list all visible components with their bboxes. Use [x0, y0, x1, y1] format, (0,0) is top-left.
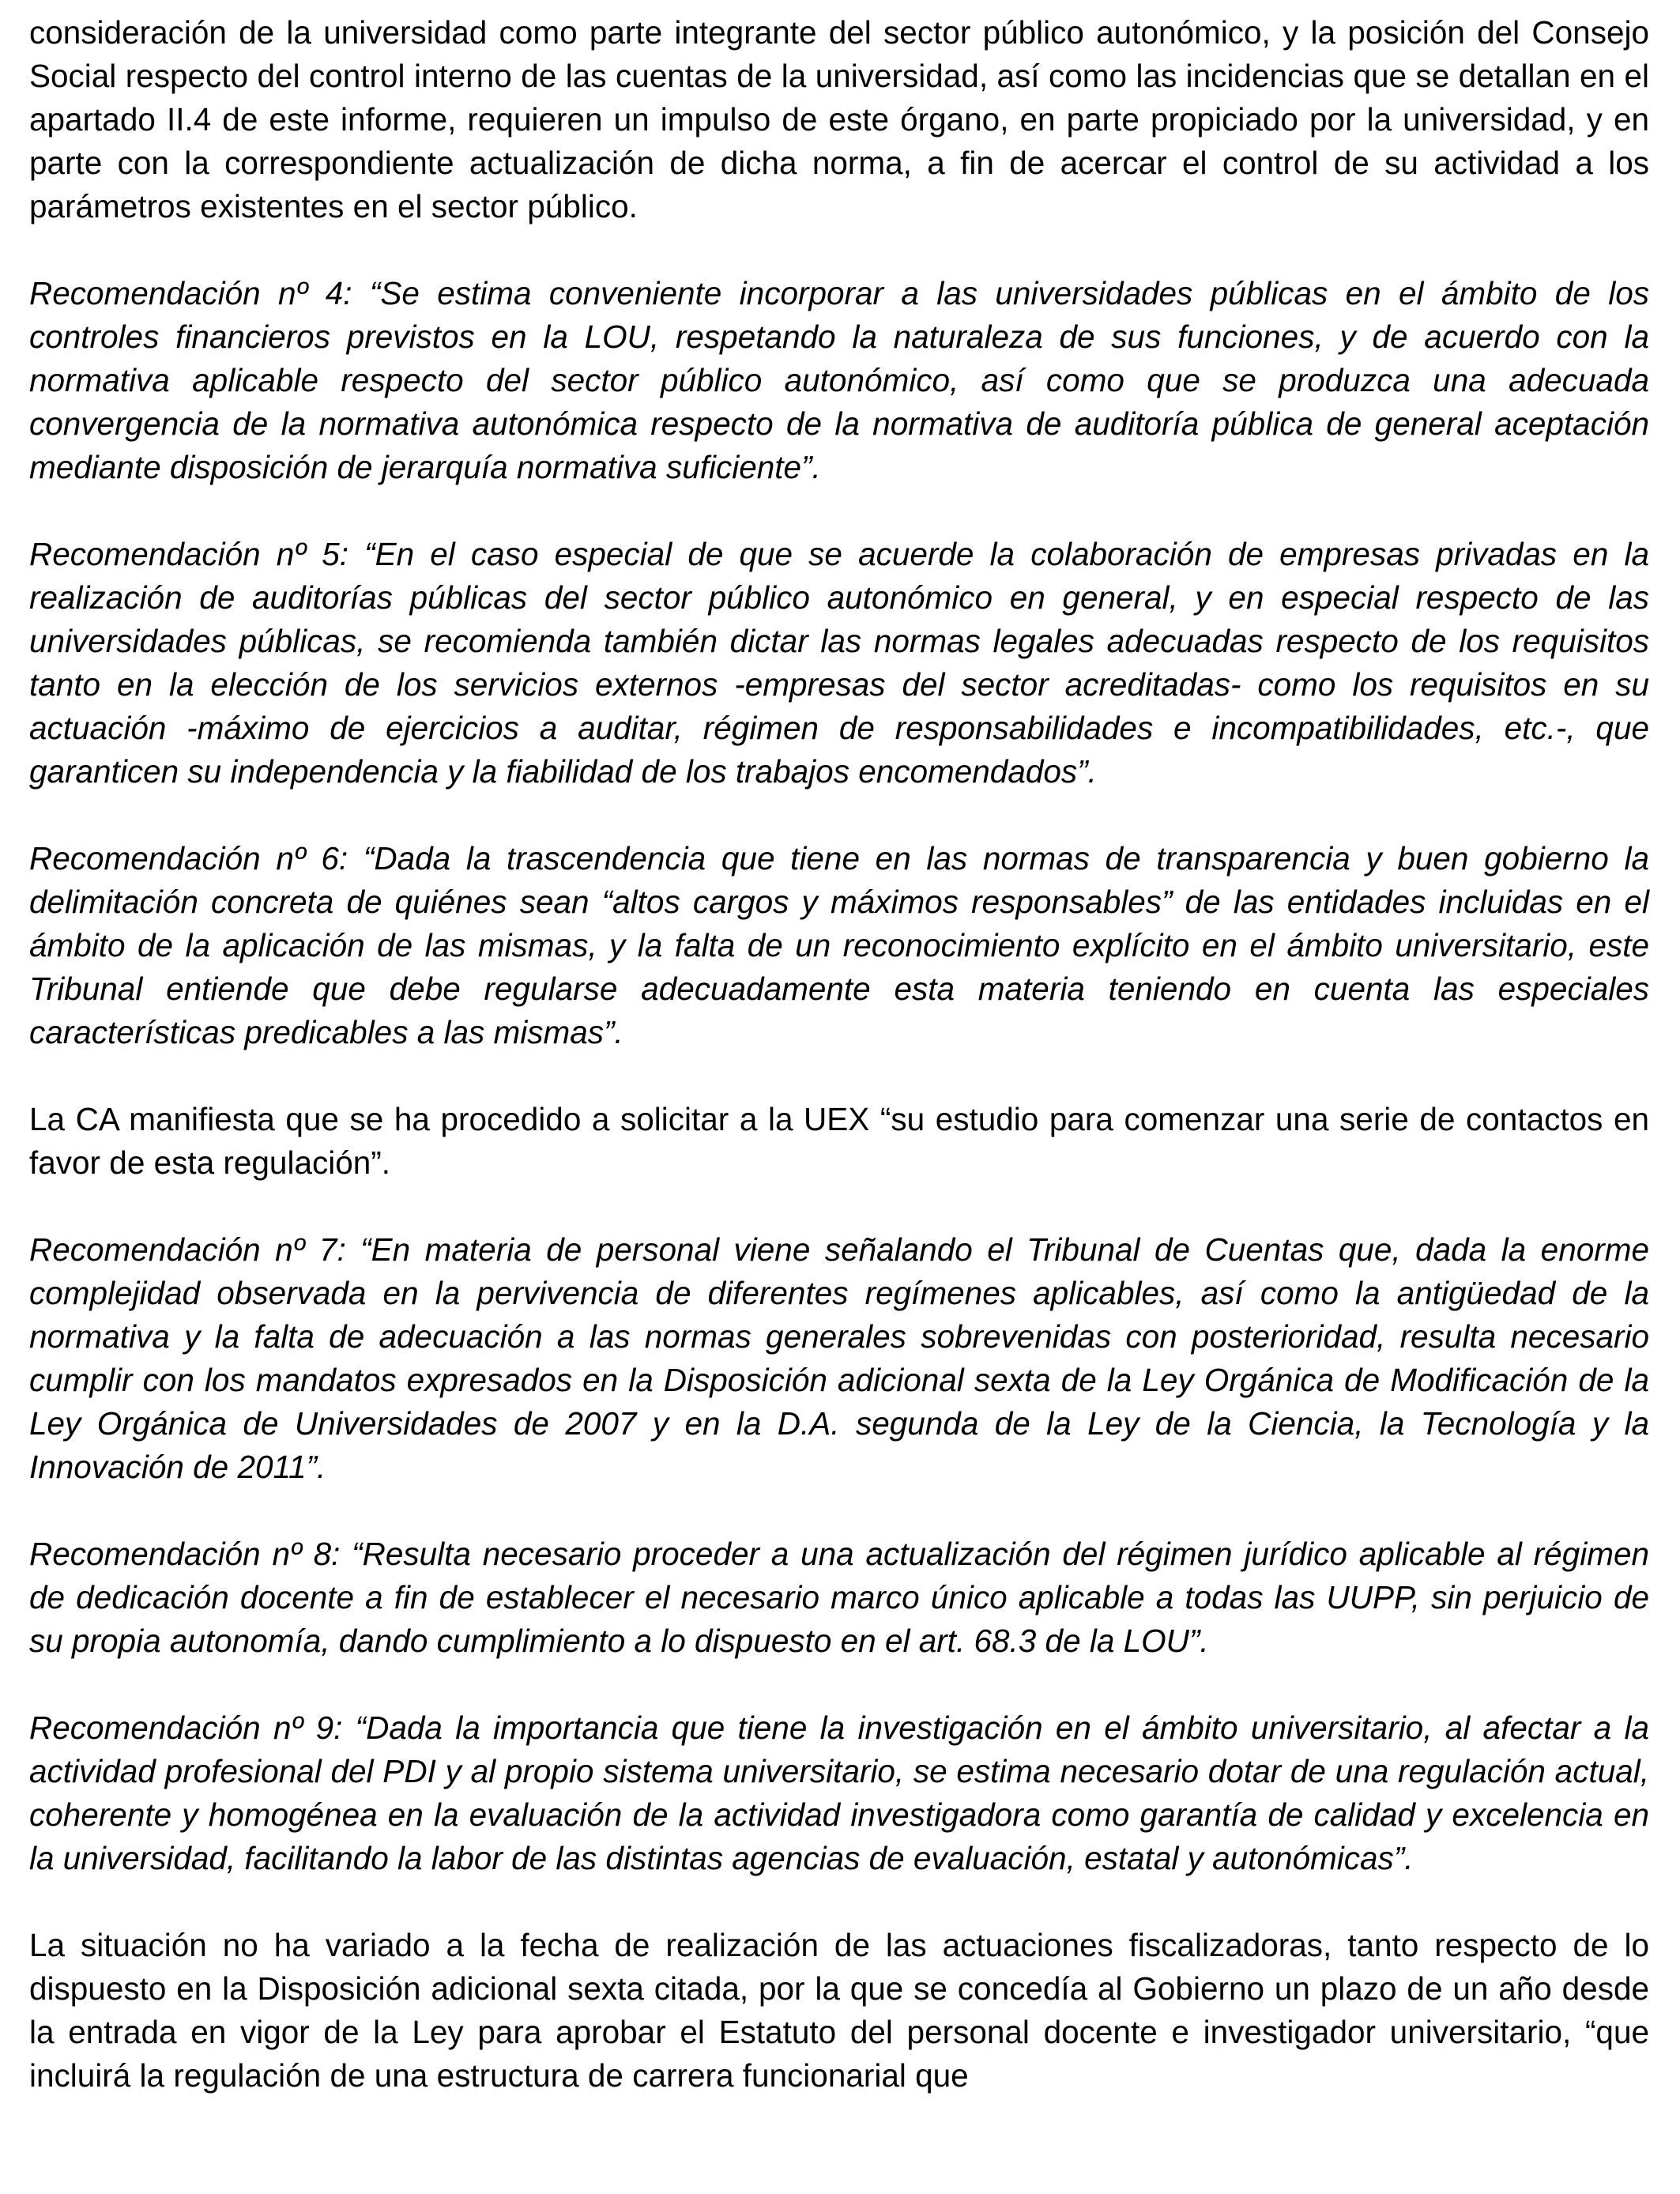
document-page — [29, 11, 1649, 2098]
recommendation-5: Recomendación nº 5: “En el caso especial de que se acuerde la colaboración de empresas privadas en la realización de auditorías públicas del sector público autonómico en general, y en especial respecto de las universidades públicas, se recomienda también dictar las normas legales adecuadas respecto de los requisitos tanto en la elección de los servicios externos -empresas del sector acreditadas- como los requisitos en su actuación -máximo de ejercicios a auditar, régimen de responsabilidades e incompatibilidades, etc.-, que garanticen su independencia y la fiabilidad de los trabajos encomendados”. — [29, 536, 1649, 790]
recommendation-4: Recomendación nº 4: “Se estima conveniente incorporar a las universidades públicas en el ámbito de los controles financieros previstos en la LOU, respetando la naturaleza de sus funciones, y de acuerdo con la normativa aplicable respecto del sector público autonómico, así como que se produzca una adecuada convergencia de la normativa autonómica respecto de la normativa de auditoría pública de general aceptación mediante disposición de jerarquía normativa suficiente”. — [29, 275, 1649, 485]
recommendation-9: Recomendación nº 9: “Dada la importancia que tiene la investigación en el ámbito universitario, al afectar a la actividad profesional del PDI y al propio sistema universitario, se estima necesario dotar de una regulación actual, coherente y homogénea en la evaluación de la actividad investigadora como garantía de calidad y excelencia en la universidad, facilitando la labor de las distintas agencias de evaluación, estatal y autonómicas”. — [29, 1710, 1649, 1876]
recommendation-8: Recomendación nº 8: “Resulta necesario proceder a una actualización del régimen jurídico aplicable al régimen de dedicación docente a fin de establecer el necesario marco único aplicable a todas las UUPP, sin perjuicio de su propia autonomía, dando cumplimiento a lo dispuesto en el art. 68.3 de la LOU”. — [29, 1536, 1649, 1659]
recommendation-7: Recomendación nº 7: “En materia de personal viene señalando el Tribunal de Cuentas que, dada la enorme complejidad observada en la pervivencia de diferentes regímenes aplicables, así como la antigüedad de la normativa y la falta de adecuación a las normas generales sobrevenidas con posterioridad, resulta necesario cumplir con los mandatos expresados en la Disposición adicional sexta de la Ley Orgánica de Modificación de la Ley Orgánica de Universidades de 2007 y en la D.A. segunda de la Ley de la Ciencia, la Tecnología y la Innovación de 2011”. — [29, 1231, 1649, 1485]
paragraph-situation: La situación no ha variado a la fecha de realización de las actuaciones fiscalizadoras, tanto respecto de lo dispuesto en la Disposición adicional sexta citada, por la que se concedía al Gobierno un plazo de un año desde la entrada en vigor de la Ley para aprobar el Estatuto del personal docente e investigador universitario, “que incluirá la regulación de una estructura de carrera funcionarial que — [29, 1927, 1649, 2094]
paragraph-control-intro: consideración de la universidad como parte integrante del sector público autonómico, y la posición del Consejo Social respecto del control interno de las cuentas de la universidad, así como las incidencias que se detallan en el apartado II.4 de este informe, requieren un impulso de este órgano, en parte propiciado por la universidad, y en parte con la correspondiente actualización de dicha norma, a fin de acercar el control de su actividad a los parámetros existentes en el sector público. — [29, 14, 1649, 224]
paragraph-ca-response: La CA manifiesta que se ha procedido a solicitar a la UEX “su estudio para comenzar una serie de contactos en favor de esta regulación”. — [29, 1101, 1649, 1181]
recommendation-6: Recomendación nº 6: “Dada la trascendencia que tiene en las normas de transparencia y buen gobierno la delimitación concreta de quiénes sean “altos cargos y máximos responsables” de las entidades incluidas en el ámbito de la aplicación de las mismas, y la falta de un reconocimiento explícito en el ámbito universitario, este Tribunal entiende que debe regularse adecuadamente esta materia teniendo en cuenta las especiales características predicables a las mismas”. — [29, 840, 1649, 1050]
